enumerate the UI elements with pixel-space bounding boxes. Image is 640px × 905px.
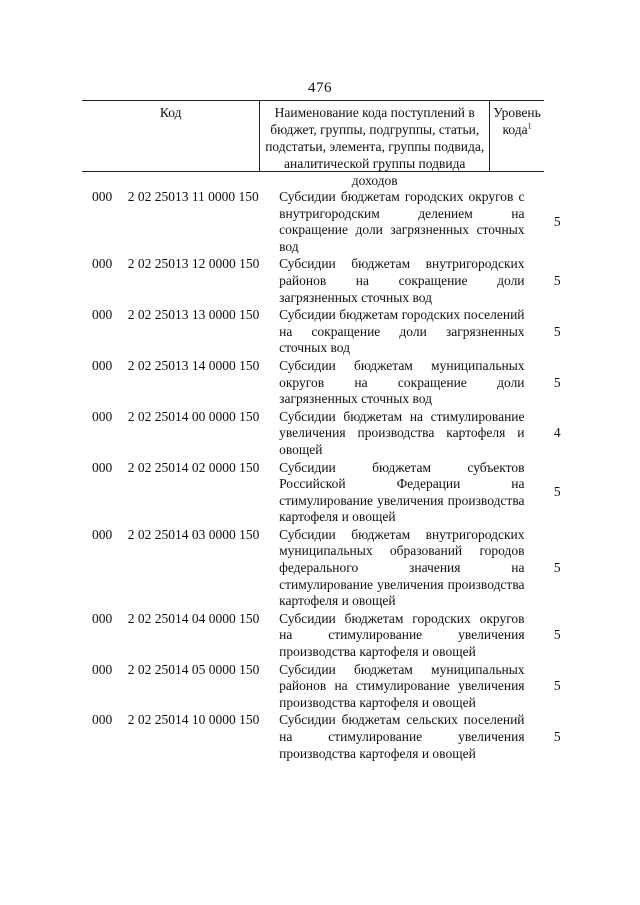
row-admin-code: 000	[92, 610, 113, 626]
row-name: Субсидии бюджетам внутригородских районов на сокращение доли загрязненных сточных вод	[279, 256, 525, 305]
row-name: Субсидии бюджетам внутригородских муниципальных образований городов федерального значения на стимулирование увеличения производства картофеля и овощей	[279, 526, 525, 609]
row-level: 5	[553, 213, 561, 229]
row-income-code: 2 02 25014 04 0000 150	[127, 610, 260, 626]
row-level: 5	[553, 560, 561, 576]
row-level: 5	[553, 374, 561, 390]
row-income-code: 2 02 25014 05 0000 150	[127, 661, 260, 677]
row-level: 5	[553, 484, 561, 500]
row-level: 5	[553, 627, 561, 643]
row-income-code: 2 02 25013 11 0000 150	[127, 189, 259, 204]
row-name: Субсидии бюджетам сельских поселений на стимулирование увеличения производства картофеля и овощей	[279, 712, 525, 761]
row-admin-code: 000	[92, 459, 113, 475]
page-number: 476	[308, 80, 332, 96]
row-name: Субсидии бюджетам муниципальных районов на стимулирование увеличения производства картофеля и овощей	[279, 661, 525, 710]
row-level: 5	[553, 729, 561, 744]
row-level: 5	[553, 323, 561, 339]
row-income-code: 2 02 25014 10 0000 150	[127, 712, 260, 728]
row-admin-code: 000	[92, 256, 113, 272]
table-row	[82, 256, 582, 306]
table-header	[82, 100, 544, 188]
header-name: Наименование кода поступлений в бюджет, группы, подгруппы, статьи, подстатьи, элемента, группы подвида, аналитической группы подвида доходов	[260, 101, 490, 171]
row-income-code: 2 02 25013 14 0000 150	[127, 357, 260, 373]
table-row	[82, 712, 582, 762]
table-row	[82, 611, 582, 661]
row-name: Субсидии бюджетам субъектов Российской Федерации на стимулирование увеличения производства картофеля и овощей	[279, 459, 525, 525]
table-row	[82, 460, 582, 526]
row-name: Субсидии бюджетам на стимулирование увеличения производства картофеля и овощей	[279, 408, 525, 457]
row-admin-code: 000	[92, 408, 113, 424]
row-level: 5	[553, 272, 561, 288]
row-level: 5	[553, 678, 561, 694]
table-row	[82, 409, 582, 459]
row-income-code: 2 02 25014 02 0000 150	[127, 459, 260, 475]
row-name: Субсидии бюджетам муниципальных округов на сокращение доли загрязненных сточных вод	[279, 357, 525, 407]
row-income-code: 2 02 25014 00 0000 150	[127, 408, 260, 424]
header-level-label: Уровень кода	[493, 105, 541, 137]
header-level-footnote: 1	[527, 121, 532, 131]
table-body	[82, 189, 582, 763]
table-row	[82, 307, 582, 357]
row-name: Субсидии бюджетам городских поселений на сокращение доли загрязненных сточных вод	[279, 307, 525, 356]
row-admin-code: 000	[92, 307, 113, 323]
row-admin-code: 000	[92, 526, 113, 542]
row-name: Субсидии бюджетам городских округов на стимулирование увеличения производства картофеля и овощей	[279, 610, 525, 660]
row-income-code: 2 02 25013 13 0000 150	[127, 307, 260, 323]
row-admin-code: 000	[92, 357, 113, 373]
table-row	[82, 358, 582, 408]
table-row	[82, 662, 582, 712]
row-admin-code: 000	[92, 712, 113, 728]
header-level	[490, 101, 544, 171]
row-name: Субсидии бюджетам городских округов с внутригородским делением на сокращение доли загрязненных сточных вод	[279, 189, 525, 254]
row-admin-code: 000	[92, 661, 113, 677]
table-row	[82, 189, 582, 255]
row-income-code: 2 02 25013 12 0000 150	[127, 256, 260, 272]
header-code: Код	[82, 101, 260, 171]
table-row	[82, 527, 582, 610]
row-admin-code: 000	[92, 189, 113, 204]
row-income-code: 2 02 25014 03 0000 150	[127, 526, 260, 542]
row-level: 4	[553, 425, 561, 441]
